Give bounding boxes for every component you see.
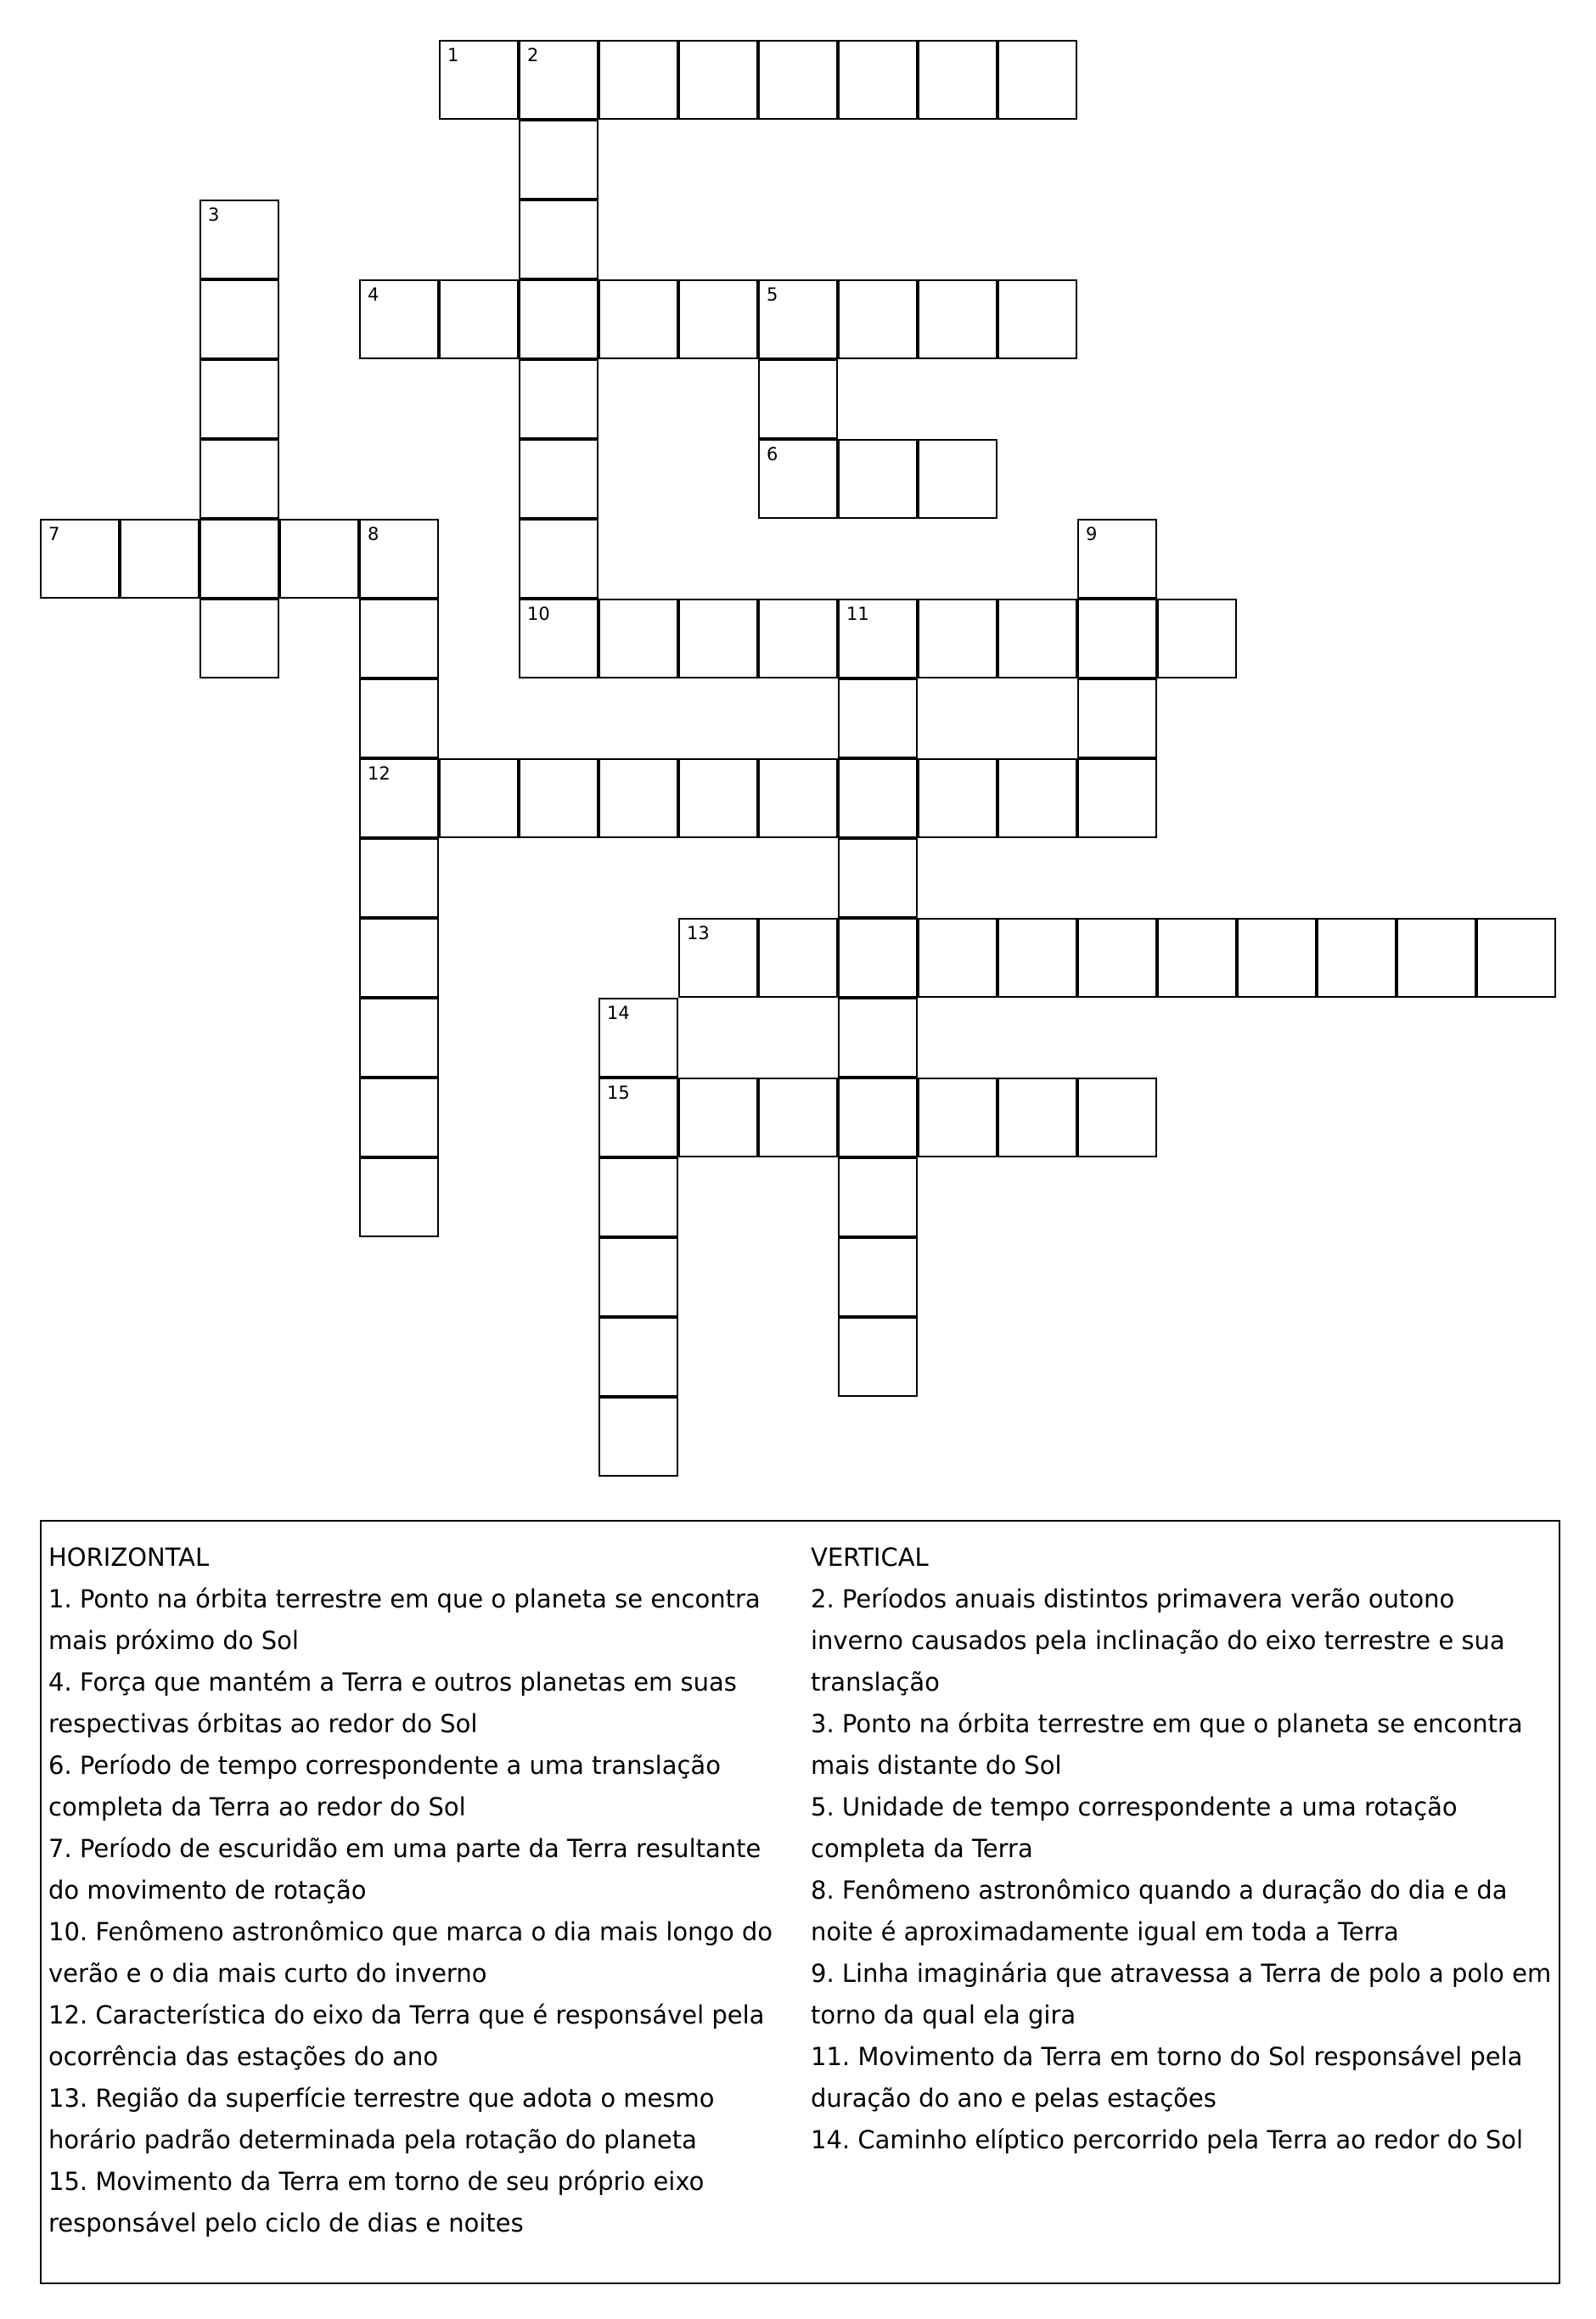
down-clue: 3. Ponto na órbita terrestre em que o planeta se encontra mais distante do Sol [811, 1709, 1523, 1780]
grid-cell[interactable] [439, 40, 519, 120]
clue-number: 4 [368, 284, 379, 305]
grid-cell[interactable] [678, 40, 758, 120]
across-heading: HORIZONTAL [48, 1543, 210, 1572]
grid-cell[interactable] [758, 439, 838, 519]
grid-cell[interactable] [439, 758, 519, 838]
grid-cell[interactable] [918, 758, 997, 838]
grid-cell[interactable] [519, 519, 598, 599]
grid-cell[interactable] [1077, 599, 1157, 678]
grid-cell[interactable] [758, 599, 838, 678]
clue-number: 10 [527, 604, 550, 624]
grid-cell[interactable] [838, 439, 918, 519]
grid-cell[interactable] [359, 1078, 439, 1157]
grid-cell[interactable] [1077, 758, 1157, 838]
clue-number: 9 [1086, 524, 1098, 544]
grid-cell[interactable] [838, 678, 918, 758]
grid-cell[interactable] [519, 599, 598, 678]
grid-cell[interactable] [598, 1078, 678, 1157]
down-heading: VERTICAL [811, 1543, 929, 1572]
grid-cell[interactable] [1077, 678, 1157, 758]
grid-cell[interactable] [758, 40, 838, 120]
grid-cell[interactable] [200, 200, 279, 279]
grid-cell[interactable] [838, 1078, 918, 1157]
grid-cell[interactable] [1157, 918, 1237, 998]
grid-cell[interactable] [838, 758, 918, 838]
grid-cell[interactable] [838, 1157, 918, 1237]
grid-cell[interactable] [200, 439, 279, 519]
grid-cell[interactable] [359, 838, 439, 918]
grid-cell[interactable] [758, 359, 838, 439]
grid-cell[interactable] [838, 838, 918, 918]
grid-cell[interactable] [918, 1078, 997, 1157]
grid-cell[interactable] [519, 120, 598, 200]
grid-cell[interactable] [758, 279, 838, 359]
across-clue: 10. Fenômeno astronômico que marca o dia mais longo do verão e o dia mais curto do inverno [48, 1917, 773, 1988]
grid-cell[interactable] [519, 439, 598, 519]
grid-cell[interactable] [918, 599, 997, 678]
grid-cell[interactable] [997, 40, 1077, 120]
down-clue: 11. Movimento da Terra em torno do Sol responsável pela duração do ano e pelas estações [811, 2042, 1523, 2113]
grid-cell[interactable] [997, 279, 1077, 359]
grid-cell[interactable] [200, 279, 279, 359]
grid-cell[interactable] [598, 40, 678, 120]
grid-cell[interactable] [678, 279, 758, 359]
grid-cell[interactable] [359, 918, 439, 998]
grid-cell[interactable] [918, 439, 997, 519]
clue-number: 5 [767, 284, 778, 305]
clue-number: 15 [607, 1083, 630, 1103]
grid-cell[interactable] [838, 1317, 918, 1397]
grid-cell[interactable] [519, 40, 598, 120]
grid-cell[interactable] [997, 599, 1077, 678]
grid-cell[interactable] [838, 998, 918, 1078]
grid-cell[interactable] [598, 1157, 678, 1237]
across-clues [48, 1537, 795, 2244]
grid-cell[interactable] [838, 279, 918, 359]
clue-number: 8 [368, 524, 379, 544]
grid-cell[interactable] [997, 918, 1077, 998]
grid-cell[interactable] [678, 758, 758, 838]
grid-cell[interactable] [279, 519, 359, 599]
grid-cell[interactable] [838, 40, 918, 120]
across-clue: 4. Força que mantém a Terra e outros planetas em suas respectivas órbitas ao redor do Sol [48, 1668, 737, 1738]
grid-cell[interactable] [439, 279, 519, 359]
grid-cell[interactable] [519, 359, 598, 439]
grid-cell[interactable] [1396, 918, 1476, 998]
grid-cell[interactable] [838, 599, 918, 678]
grid-cell[interactable] [40, 519, 120, 599]
grid-cell[interactable] [598, 599, 678, 678]
across-clue: 15. Movimento da Terra em torno de seu próprio eixo responsável pelo ciclo de dias e noites [48, 2167, 705, 2237]
grid-cell[interactable] [359, 758, 439, 838]
down-clues [811, 1537, 1554, 2161]
grid-cell[interactable] [758, 918, 838, 998]
grid-cell[interactable] [598, 998, 678, 1078]
grid-cell[interactable] [838, 918, 918, 998]
grid-cell[interactable] [519, 279, 598, 359]
grid-cell[interactable] [918, 40, 997, 120]
down-clue: 8. Fenômeno astronômico quando a duração do dia e da noite é aproximadamente igual em toda a Terra [811, 1876, 1508, 1946]
grid-cell[interactable] [359, 519, 439, 599]
grid-cell[interactable] [918, 279, 997, 359]
grid-cell[interactable] [1157, 599, 1237, 678]
grid-cell[interactable] [359, 1157, 439, 1237]
grid-cell[interactable] [838, 1237, 918, 1317]
grid-cell[interactable] [678, 599, 758, 678]
grid-cell[interactable] [918, 918, 997, 998]
grid-cell[interactable] [758, 1078, 838, 1157]
clue-number: 7 [48, 524, 60, 544]
down-clue: 5. Unidade de tempo correspondente a uma rotação completa da Terra [811, 1793, 1458, 1863]
across-clue: 1. Ponto na órbita terrestre em que o planeta se encontra mais próximo do Sol [48, 1584, 761, 1655]
grid-cell[interactable] [598, 1397, 678, 1477]
down-clue: 9. Linha imaginária que atravessa a Terra de polo a polo em torno da qual ela gira [811, 1959, 1552, 2029]
grid-cell[interactable] [359, 599, 439, 678]
grid-cell[interactable] [1476, 918, 1556, 998]
grid-cell[interactable] [1077, 519, 1157, 599]
grid-cell[interactable] [359, 998, 439, 1078]
clue-number: 1 [447, 45, 459, 65]
grid-cell[interactable] [598, 1237, 678, 1317]
grid-cell[interactable] [1317, 918, 1396, 998]
grid-cell[interactable] [359, 279, 439, 359]
grid-cell[interactable] [200, 519, 279, 599]
clue-number: 3 [208, 205, 220, 225]
grid-cell[interactable] [1237, 918, 1317, 998]
grid-cell[interactable] [997, 758, 1077, 838]
across-clue: 12. Característica do eixo da Terra que é responsável pela ocorrência das estações do ano [48, 2001, 765, 2071]
clue-number: 11 [846, 604, 869, 624]
grid-cell[interactable] [598, 1317, 678, 1397]
grid-cell[interactable] [1077, 1078, 1157, 1157]
grid-cell[interactable] [200, 599, 279, 678]
clue-number: 12 [368, 763, 391, 784]
grid-cell[interactable] [997, 1078, 1077, 1157]
clue-number: 6 [767, 444, 778, 464]
grid-cell[interactable] [519, 200, 598, 279]
grid-cell[interactable] [598, 758, 678, 838]
grid-cell[interactable] [200, 359, 279, 439]
down-clue: 2. Períodos anuais distintos primavera verão outono inverno causados pela inclinação do eixo terrestre e sua translação [811, 1584, 1505, 1697]
grid-cell[interactable] [758, 758, 838, 838]
grid-cell[interactable] [678, 1078, 758, 1157]
clue-number: 14 [607, 1003, 630, 1023]
grid-cell[interactable] [519, 758, 598, 838]
grid-cell[interactable] [359, 678, 439, 758]
clue-number: 2 [527, 45, 539, 65]
across-clue: 7. Período de escuridão em uma parte da Terra resultante do movimento de rotação [48, 1834, 761, 1905]
grid-cell[interactable] [1077, 918, 1157, 998]
down-clue: 14. Caminho elíptico percorrido pela Terra ao redor do Sol [811, 2125, 1524, 2154]
grid-cell[interactable] [598, 279, 678, 359]
clues-box [40, 1520, 1560, 2284]
clue-number: 13 [687, 923, 710, 943]
across-clue: 6. Período de tempo correspondente a uma translação completa da Terra ao redor do Sol [48, 1751, 721, 1821]
grid-cell[interactable] [120, 519, 200, 599]
grid-cell[interactable] [678, 918, 758, 998]
across-clue: 13. Região da superfície terrestre que adota o mesmo horário padrão determinada pela rotação do planeta [48, 2084, 715, 2154]
